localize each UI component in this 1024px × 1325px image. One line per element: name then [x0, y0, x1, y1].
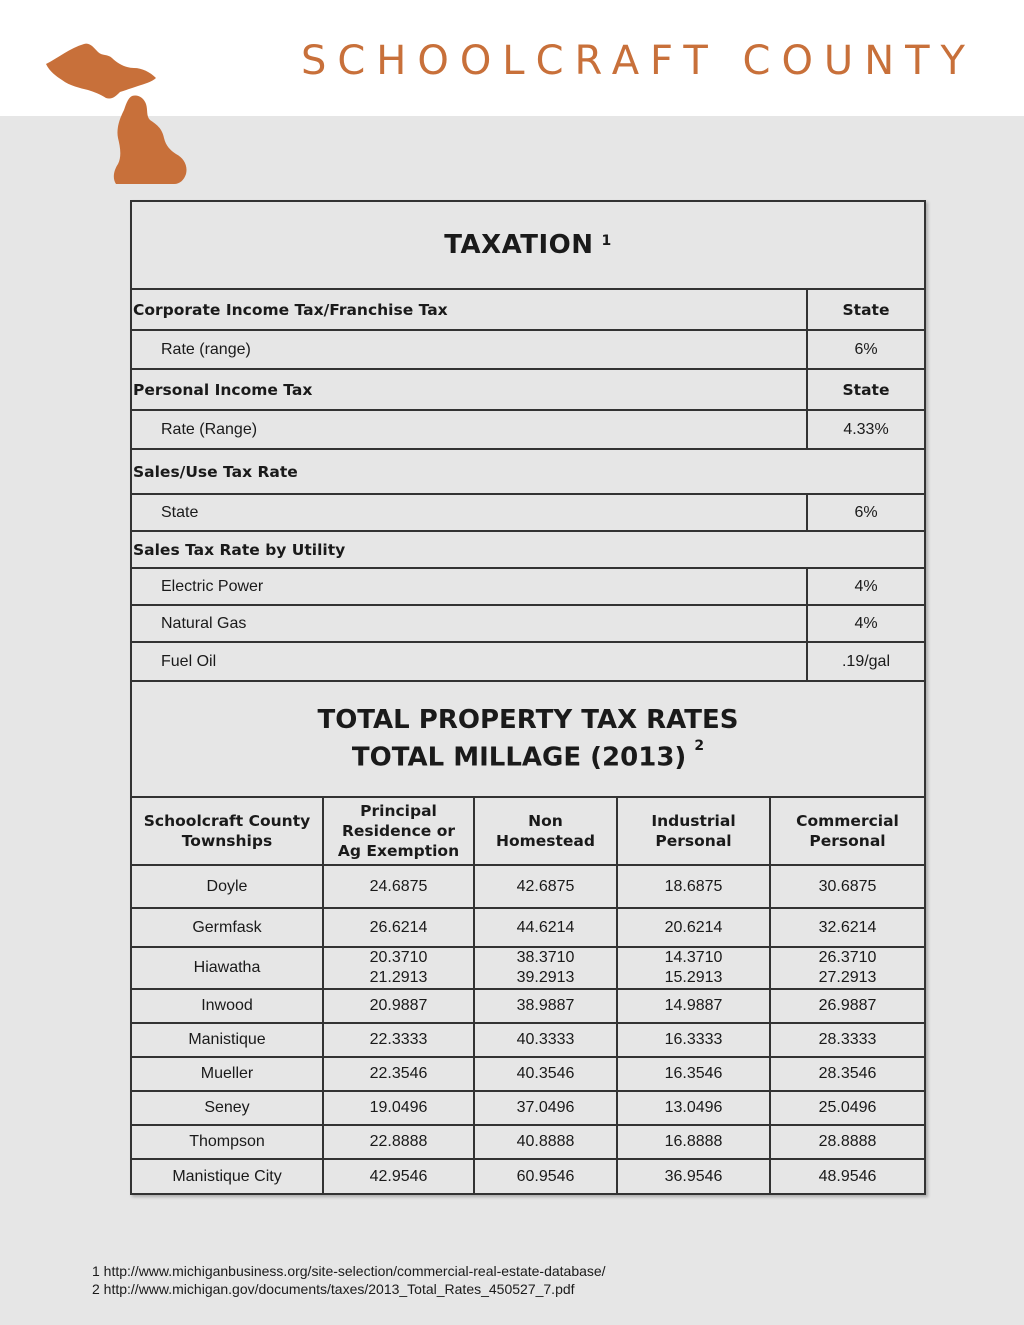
utility-tax-label: Sales Tax Rate by Utility	[133, 540, 346, 559]
principal-residence-cell	[322, 1058, 473, 1090]
cell-values	[370, 996, 428, 1016]
cell-values	[517, 1132, 575, 1152]
industrial-personal-cell	[616, 1024, 769, 1056]
commercial-personal-cell	[769, 990, 924, 1022]
personal-rate-value: 4.33%	[806, 411, 924, 448]
personal-rate-row	[132, 411, 924, 450]
millage-value: 40.3333	[516, 1031, 575, 1048]
cell-values	[665, 1030, 723, 1050]
millage-value: 27.2913	[818, 969, 877, 986]
utility-value: 4%	[806, 569, 924, 604]
commercial-personal-cell	[769, 1024, 924, 1056]
principal-residence-cell	[322, 909, 473, 946]
sales-state-row	[132, 495, 924, 532]
cell-values	[517, 877, 575, 897]
millage-value: 25.0496	[818, 1099, 877, 1116]
non-homestead-cell	[473, 1160, 616, 1193]
non-homestead-cell	[473, 1092, 616, 1124]
millage-value: 14.9887	[664, 997, 723, 1014]
millage-value: 60.9546	[516, 1167, 575, 1185]
township-name-cell: Hiawatha	[193, 959, 261, 976]
cell-values	[370, 1167, 428, 1187]
cell-values	[370, 877, 428, 897]
cell-values	[665, 1167, 723, 1187]
non-homestead-cell	[473, 1024, 616, 1056]
sales-header-row	[132, 450, 924, 495]
millage-value: 15.2913	[664, 969, 723, 986]
col-header-commercial	[769, 798, 924, 864]
millage-value: 28.8888	[818, 1133, 877, 1150]
table-row	[132, 1160, 924, 1193]
millage-value: 19.0496	[369, 1099, 428, 1116]
col-header-line: Industrial	[651, 812, 736, 830]
principal-residence-cell	[322, 1024, 473, 1056]
millage-value: 13.0496	[664, 1099, 723, 1116]
col-header-line: Principal	[360, 802, 437, 820]
millage-value: 44.6214	[516, 918, 575, 936]
table-row	[132, 948, 924, 990]
col-header-line: Commercial	[796, 812, 899, 830]
footnote-1: 1 http://www.michiganbusiness.org/site-selection/commercial-real-estate-database/	[92, 1263, 606, 1279]
township-name-cell: Mueller	[200, 1065, 254, 1082]
sales-tax-label: Sales/Use Tax Rate	[133, 462, 298, 481]
personal-header-row	[132, 370, 924, 411]
township-name-cell: Inwood	[201, 997, 253, 1014]
non-homestead-cell	[473, 1126, 616, 1158]
cell-values	[370, 918, 428, 938]
property-title-line2-wrap	[352, 736, 704, 774]
cell-values	[517, 1064, 575, 1084]
cell-values	[819, 1098, 877, 1118]
commercial-personal-cell	[769, 1160, 924, 1193]
cell-values	[665, 1064, 723, 1084]
principal-residence-cell	[322, 990, 473, 1022]
cell-values	[819, 996, 877, 1016]
millage-value: 28.3546	[818, 1065, 877, 1082]
property-title-line1: TOTAL PROPERTY TAX RATES	[317, 705, 739, 736]
utility-header-row	[132, 532, 924, 569]
commercial-personal-cell	[769, 948, 924, 988]
cell-values	[370, 948, 428, 988]
millage-value: 26.6214	[369, 918, 428, 936]
personal-col-label: State	[806, 370, 924, 409]
cell-values	[517, 948, 575, 988]
personal-tax-label: Personal Income Tax	[133, 380, 313, 399]
millage-value: 40.3546	[516, 1065, 575, 1082]
millage-value: 38.3710	[516, 949, 575, 966]
col-header-line: Schoolcraft County	[143, 812, 311, 830]
millage-value: 39.2913	[516, 969, 575, 986]
taxation-sheet	[130, 200, 926, 1195]
table-row	[132, 1024, 924, 1058]
millage-value: 37.0496	[516, 1099, 575, 1116]
millage-value: 28.3333	[818, 1031, 877, 1048]
non-homestead-cell	[473, 1058, 616, 1090]
millage-value: 20.6214	[664, 918, 723, 936]
utility-row	[132, 606, 924, 643]
principal-residence-cell	[322, 948, 473, 988]
property-title	[132, 682, 924, 798]
millage-value: 42.6875	[516, 877, 575, 895]
industrial-personal-cell	[616, 1058, 769, 1090]
cell-values	[665, 918, 723, 938]
col-header-line: Residence or	[341, 822, 456, 840]
commercial-personal-cell	[769, 1058, 924, 1090]
industrial-personal-cell	[616, 909, 769, 946]
principal-residence-cell	[322, 1092, 473, 1124]
commercial-personal-cell	[769, 1126, 924, 1158]
millage-value: 21.2913	[369, 969, 428, 986]
footnote-ref-2: 2	[694, 738, 705, 755]
township-name-cell: Thompson	[189, 1133, 265, 1150]
property-header-row	[132, 798, 924, 866]
millage-value: 16.3546	[664, 1065, 723, 1082]
cell-values	[665, 948, 723, 988]
property-table-body	[132, 866, 924, 1193]
millage-value: 30.6875	[818, 877, 877, 895]
township-name-cell: Manistique	[188, 1031, 266, 1048]
millage-value: 16.8888	[664, 1133, 723, 1150]
millage-value: 32.6214	[818, 918, 877, 936]
principal-residence-cell	[322, 1160, 473, 1193]
col-header-non-homestead	[473, 798, 616, 864]
corporate-tax-label: Corporate Income Tax/Franchise Tax	[133, 300, 448, 319]
personal-rate-label: Rate (Range)	[161, 420, 258, 438]
cell-values	[370, 1064, 428, 1084]
millage-value: 18.6875	[664, 877, 723, 895]
county-title: SCHOOLCRAFT COUNTY	[300, 38, 976, 84]
footnote-ref-1: 1	[601, 233, 612, 249]
commercial-personal-cell	[769, 866, 924, 907]
industrial-personal-cell	[616, 866, 769, 907]
table-row	[132, 990, 924, 1024]
taxation-title	[132, 202, 924, 290]
cell-values	[517, 1098, 575, 1118]
millage-value: 38.9887	[516, 997, 575, 1014]
millage-value: 22.8888	[369, 1133, 428, 1150]
utility-row	[132, 643, 924, 682]
cell-values	[517, 1030, 575, 1050]
millage-value: 20.9887	[369, 997, 428, 1014]
sales-state-label: State	[161, 503, 199, 521]
cell-values	[517, 996, 575, 1016]
industrial-personal-cell	[616, 990, 769, 1022]
millage-value: 26.3710	[818, 949, 877, 966]
cell-values	[665, 996, 723, 1016]
cell-values	[370, 1030, 428, 1050]
commercial-personal-cell	[769, 1092, 924, 1124]
col-header-townships	[132, 798, 322, 864]
township-name-cell: Doyle	[206, 877, 248, 895]
cell-values	[819, 1132, 877, 1152]
cell-values	[819, 1030, 877, 1050]
cell-values	[665, 877, 723, 897]
utility-value: 4%	[806, 606, 924, 641]
cell-values	[819, 948, 877, 988]
col-header-line: Personal	[655, 832, 732, 850]
cell-values	[819, 877, 877, 897]
township-name-cell: Manistique City	[172, 1167, 282, 1185]
cell-values	[819, 918, 877, 938]
millage-value: 16.3333	[664, 1031, 723, 1048]
col-header-line: Ag Exemption	[337, 842, 460, 860]
millage-value: 20.3710	[369, 949, 428, 966]
footnotes	[92, 1262, 606, 1298]
township-name-cell: Germfask	[192, 918, 262, 936]
sales-state-value: 6%	[806, 495, 924, 530]
industrial-personal-cell	[616, 1126, 769, 1158]
non-homestead-cell	[473, 866, 616, 907]
corporate-rate-row	[132, 331, 924, 370]
non-homestead-cell	[473, 990, 616, 1022]
cell-values	[819, 1064, 877, 1084]
table-row	[132, 909, 924, 948]
corporate-header-row	[132, 290, 924, 331]
table-row	[132, 1058, 924, 1092]
corporate-rate-label: Rate (range)	[161, 340, 251, 358]
millage-value: 48.9546	[818, 1167, 877, 1185]
cell-values	[517, 918, 575, 938]
corporate-col-label: State	[806, 290, 924, 329]
utility-label: Fuel Oil	[161, 652, 217, 670]
utility-value: .19/gal	[806, 643, 924, 680]
corporate-rate-value: 6%	[806, 331, 924, 368]
col-header-line: Townships	[181, 832, 273, 850]
millage-value: 22.3333	[369, 1031, 428, 1048]
utility-label: Natural Gas	[161, 614, 247, 632]
non-homestead-cell	[473, 948, 616, 988]
millage-value: 26.9887	[818, 997, 877, 1014]
table-row	[132, 1092, 924, 1126]
principal-residence-cell	[322, 1126, 473, 1158]
industrial-personal-cell	[616, 948, 769, 988]
col-header-line: Homestead	[496, 832, 595, 850]
cell-values	[819, 1167, 877, 1187]
non-homestead-cell	[473, 909, 616, 946]
millage-value: 22.3546	[369, 1065, 428, 1082]
cell-values	[370, 1098, 428, 1118]
table-row	[132, 866, 924, 909]
cell-values	[665, 1098, 723, 1118]
col-header-principal	[322, 798, 473, 864]
page-header	[0, 0, 1024, 116]
millage-value: 36.9546	[664, 1167, 723, 1185]
industrial-personal-cell	[616, 1160, 769, 1193]
footnote-2: 2 http://www.michigan.gov/documents/taxes/2013_Total_Rates_450527_7.pdf	[92, 1281, 575, 1297]
principal-residence-cell	[322, 866, 473, 907]
col-header-line: Personal	[809, 832, 886, 850]
millage-value: 14.3710	[664, 949, 723, 966]
commercial-personal-cell	[769, 909, 924, 946]
millage-value: 42.9546	[369, 1167, 428, 1185]
table-row	[132, 1126, 924, 1160]
cell-values	[517, 1167, 575, 1187]
township-name-cell: Seney	[204, 1099, 250, 1116]
cell-values	[370, 1132, 428, 1152]
taxation-heading: TAXATION	[444, 230, 594, 260]
michigan-map-icon	[40, 38, 195, 188]
industrial-personal-cell	[616, 1092, 769, 1124]
col-header-line: Non	[528, 812, 563, 830]
utility-label: Electric Power	[161, 577, 264, 595]
millage-value: 40.8888	[516, 1133, 575, 1150]
utility-row	[132, 569, 924, 606]
millage-value: 24.6875	[369, 877, 428, 895]
property-title-line2: TOTAL MILLAGE (2013)	[351, 742, 687, 773]
col-header-industrial	[616, 798, 769, 864]
cell-values	[665, 1132, 723, 1152]
